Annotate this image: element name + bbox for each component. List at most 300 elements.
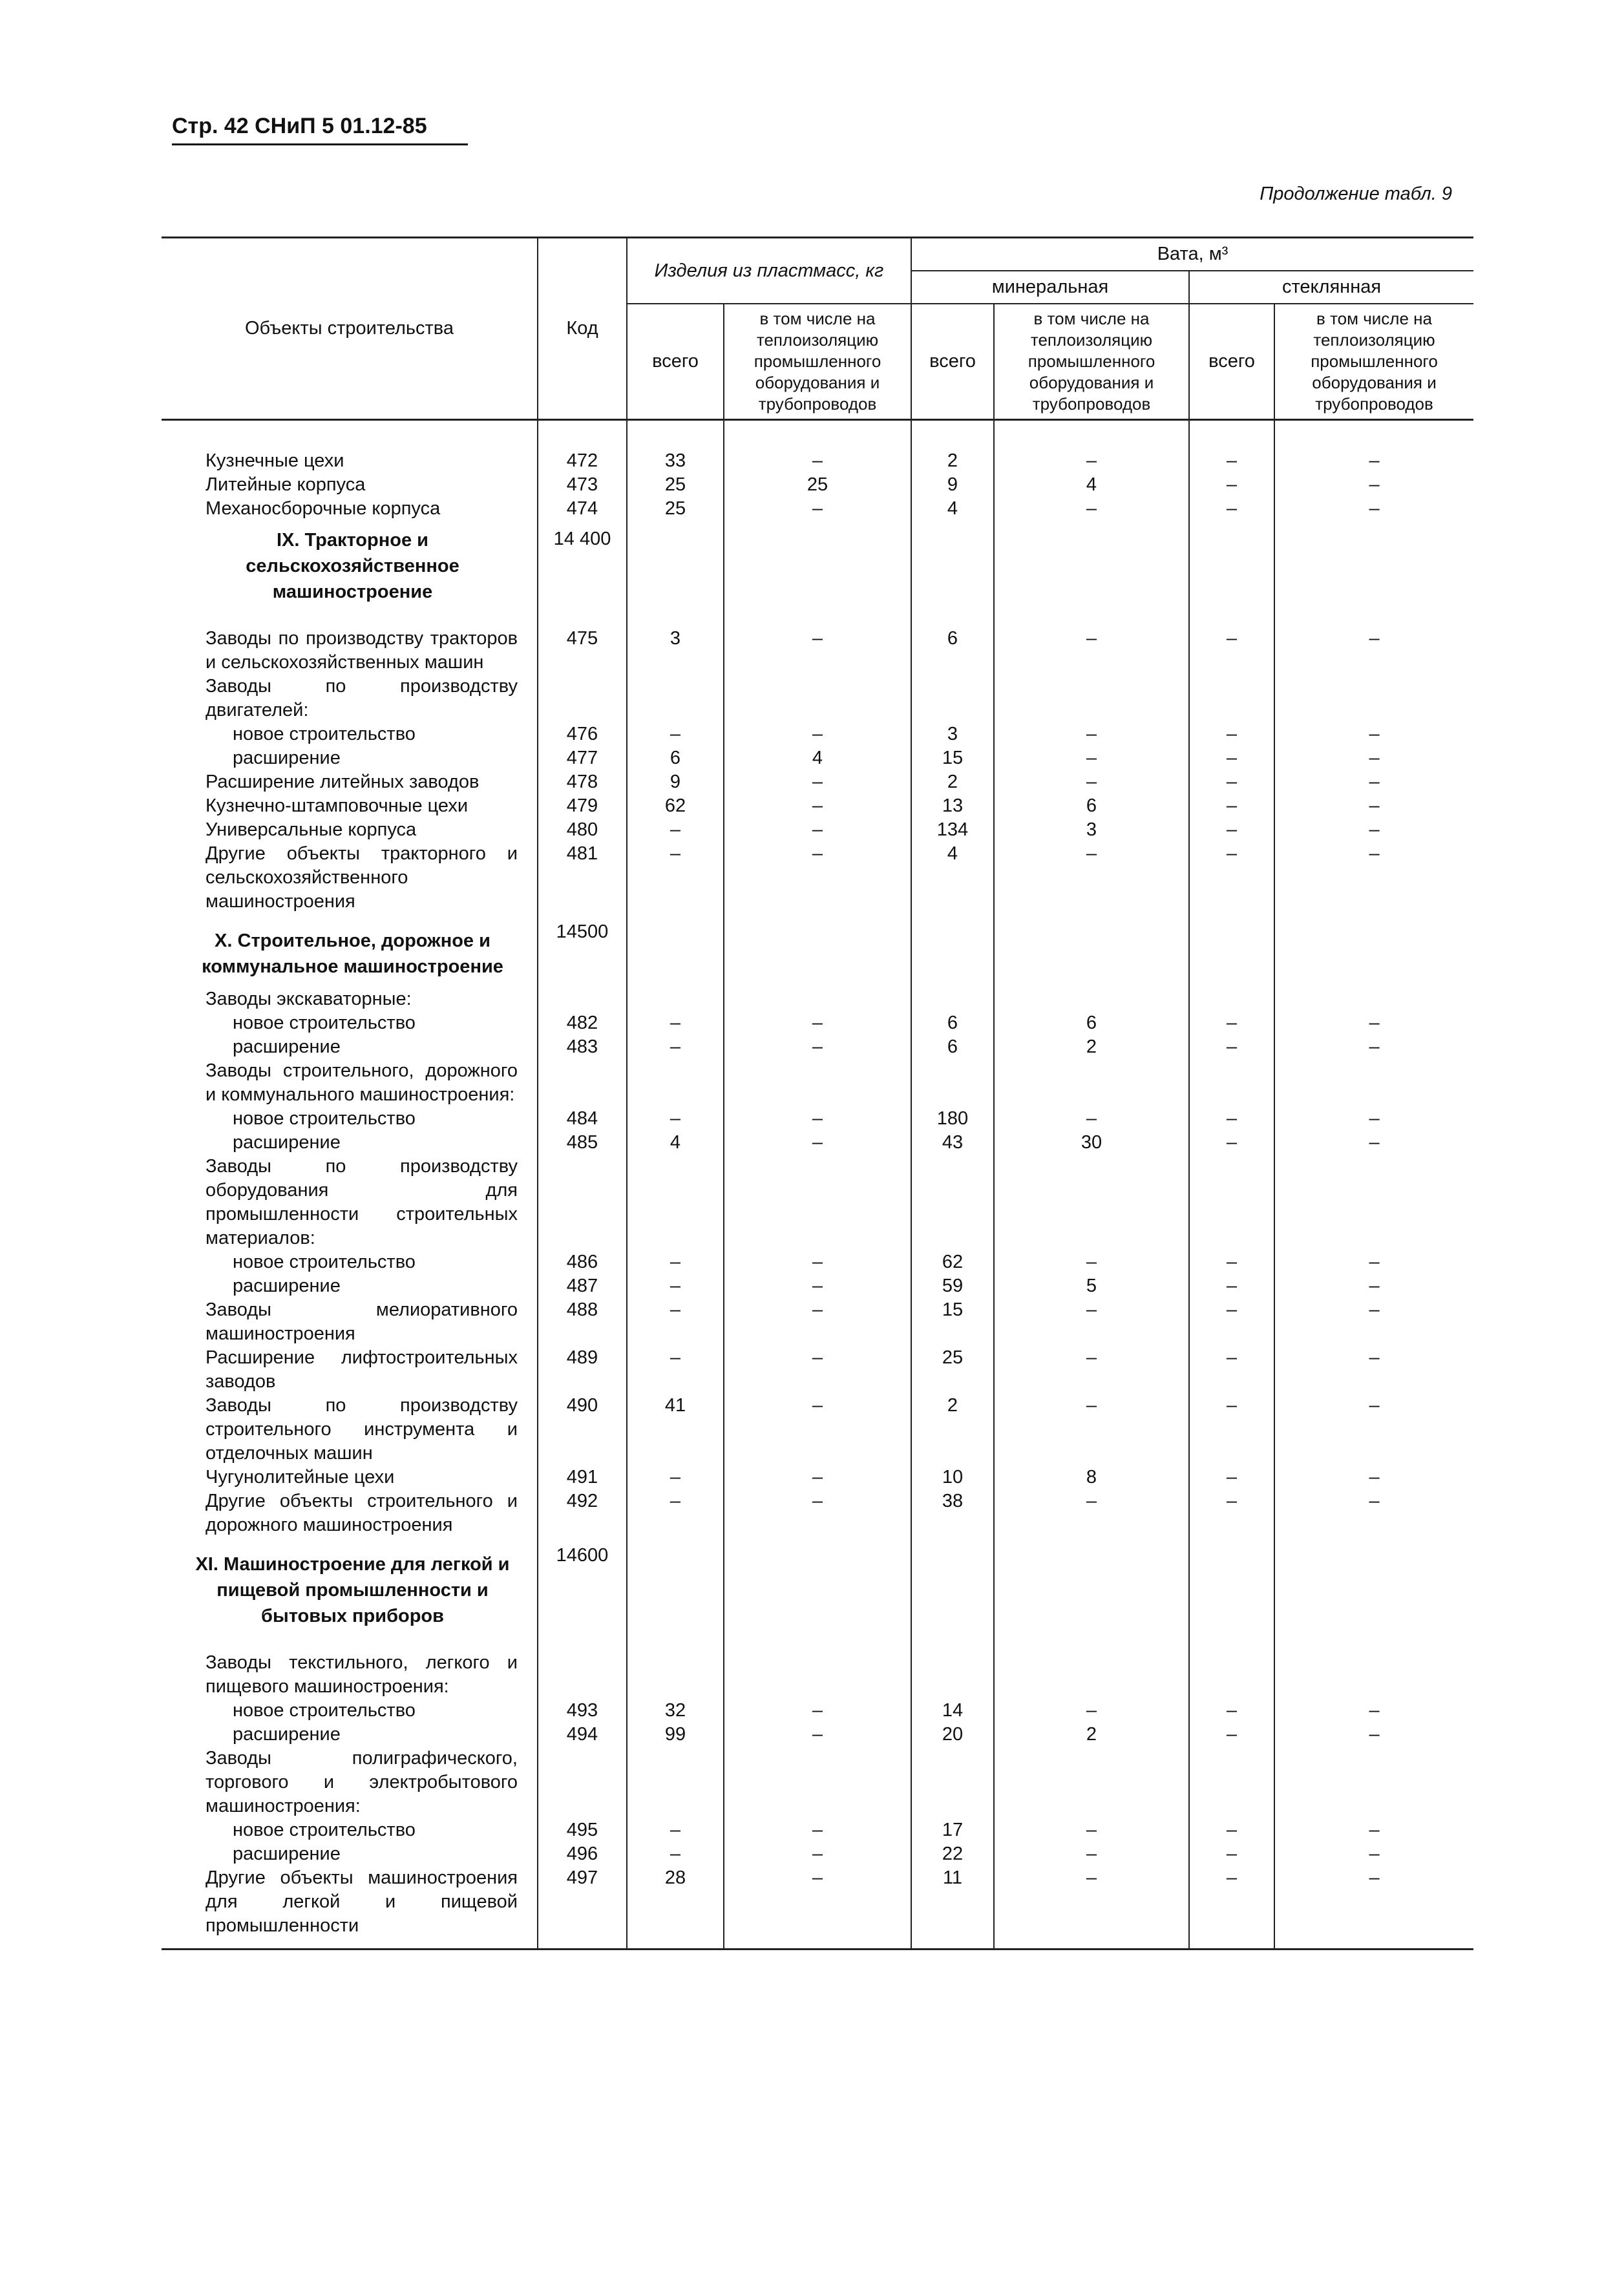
table-row [162, 1035, 1473, 1059]
object-name: Заводы по производству тракторов и сельскохозяйственных машин [206, 628, 518, 673]
cell-code: 493 [538, 1699, 627, 1723]
cell-glass-incl: – [1274, 1250, 1473, 1274]
cell-code: 479 [538, 794, 627, 818]
cell-plastics-incl: – [724, 1250, 911, 1274]
cell-code [538, 675, 627, 722]
cell-glass-incl: – [1274, 794, 1473, 818]
table-continuation-label: Продолжение табл. 9 [1260, 184, 1452, 204]
cell-mineral-incl: – [994, 1298, 1189, 1346]
cell-glass-total: – [1189, 1250, 1274, 1274]
cell-mineral-incl: – [994, 497, 1189, 521]
section-heading: XI. Машиностроение для легкой и пищевой промышленности и бытовых приборов [195, 1554, 510, 1626]
cell-glass-incl [1274, 1537, 1473, 1637]
cell-mineral-incl: 2 [994, 1035, 1189, 1059]
cell-plastics-incl: – [724, 497, 911, 521]
header-mineral: минеральная [911, 271, 1189, 304]
cell-plastics-incl: – [724, 1866, 911, 1950]
cell-mineral-total: 2 [911, 1394, 994, 1466]
cell-plastics-incl [724, 521, 911, 613]
cell-mineral-incl: – [994, 1250, 1189, 1274]
cell-plastics-total [627, 914, 724, 987]
cell-mineral-incl: – [994, 449, 1189, 473]
cell-plastics-incl: – [724, 1035, 911, 1059]
cell-plastics-total: 6 [627, 746, 724, 770]
object-name: расширение [233, 748, 341, 768]
cell-plastics-total: – [627, 1274, 724, 1298]
table-row [162, 1131, 1473, 1155]
object-name: новое строительство [233, 1820, 416, 1840]
cell-plastics-incl: – [724, 722, 911, 746]
cell-glass-total: – [1189, 842, 1274, 914]
running-head: Стр. 42 СНиП 5 01.12-85 [172, 114, 427, 138]
cell-glass-total: – [1189, 818, 1274, 842]
table-row [162, 770, 1473, 794]
table-row [162, 521, 1473, 613]
cell-glass-incl: – [1274, 1866, 1473, 1950]
table-body [162, 420, 1473, 1950]
cell-glass-incl [1274, 1637, 1473, 1699]
cell-mineral-total: 15 [911, 746, 994, 770]
table-row [162, 1866, 1473, 1950]
cell-plastics-incl: – [724, 1818, 911, 1842]
cell-glass-incl: – [1274, 1818, 1473, 1842]
cell-glass-total [1189, 1155, 1274, 1250]
cell-glass-incl: – [1274, 1298, 1473, 1346]
cell-glass-incl: – [1274, 746, 1473, 770]
header-glass-total: всего [1189, 304, 1274, 420]
cell-code: 496 [538, 1842, 627, 1866]
cell-glass-total: – [1189, 1394, 1274, 1466]
cell-mineral-incl [994, 1155, 1189, 1250]
cell-plastics-incl: – [724, 1346, 911, 1394]
cell-glass-incl [1274, 987, 1473, 1011]
cell-mineral-incl: – [994, 1842, 1189, 1866]
cell-code [538, 1155, 627, 1250]
cell-plastics-total: – [627, 722, 724, 746]
cell-plastics-total: – [627, 1011, 724, 1035]
cell-mineral-total [911, 521, 994, 613]
cell-plastics-incl: – [724, 1131, 911, 1155]
table-row [162, 1747, 1473, 1818]
header-objects: Объекты строительства [162, 238, 538, 420]
cell-code [538, 987, 627, 1011]
cell-plastics-total: 28 [627, 1866, 724, 1950]
cell-plastics-total: – [627, 1035, 724, 1059]
cell-plastics-incl: 25 [724, 473, 911, 497]
cell-code: 14 400 [538, 521, 627, 613]
cell-code: 492 [538, 1489, 627, 1537]
cell-glass-total: – [1189, 1818, 1274, 1842]
cell-mineral-total [911, 1155, 994, 1250]
cell-mineral-incl: 4 [994, 473, 1189, 497]
cell-code [538, 1059, 627, 1107]
cell-mineral-total: 25 [911, 1346, 994, 1394]
cell-mineral-incl: 2 [994, 1723, 1189, 1747]
cell-glass-incl: – [1274, 1107, 1473, 1131]
header-plastics-incl: в том числе на теплоизоляцию промышленного оборудования и трубопроводов [724, 304, 911, 420]
cell-mineral-total: 15 [911, 1298, 994, 1346]
cell-code: 484 [538, 1107, 627, 1131]
cell-glass-total: – [1189, 449, 1274, 473]
table-row [162, 1107, 1473, 1131]
table-row [162, 497, 1473, 521]
cell-code: 481 [538, 842, 627, 914]
cell-code: 491 [538, 1466, 627, 1489]
cell-glass-incl: – [1274, 1699, 1473, 1723]
cell-mineral-incl: 6 [994, 1011, 1189, 1035]
object-name: Заводы мелиоративного машиностроения [206, 1299, 518, 1344]
cell-code: 485 [538, 1131, 627, 1155]
cell-plastics-total: 25 [627, 473, 724, 497]
object-name: новое строительство [233, 724, 416, 744]
cell-plastics-total: – [627, 1842, 724, 1866]
cell-code [538, 1747, 627, 1818]
cell-mineral-incl [994, 521, 1189, 613]
object-name: новое строительство [233, 1252, 416, 1272]
section-heading: IX. Тракторное и сельскохозяйственное машиностроение [246, 530, 459, 602]
table-row [162, 1489, 1473, 1537]
cell-glass-incl [1274, 1155, 1473, 1250]
cell-plastics-total [627, 1155, 724, 1250]
cell-glass-total [1189, 1637, 1274, 1699]
cell-mineral-incl: – [994, 842, 1189, 914]
cell-mineral-total: 180 [911, 1107, 994, 1131]
cell-plastics-total [627, 1059, 724, 1107]
cell-glass-incl: – [1274, 770, 1473, 794]
cell-mineral-incl: – [994, 746, 1189, 770]
cell-glass-total: – [1189, 1298, 1274, 1346]
cell-plastics-total: – [627, 1818, 724, 1842]
cell-code: 14600 [538, 1537, 627, 1637]
cell-code: 489 [538, 1346, 627, 1394]
cell-mineral-incl [994, 987, 1189, 1011]
object-name: расширение [233, 1844, 341, 1864]
cell-glass-total: – [1189, 613, 1274, 675]
table-row [162, 914, 1473, 987]
cell-plastics-total: – [627, 842, 724, 914]
cell-plastics-total [627, 1637, 724, 1699]
object-name: расширение [233, 1724, 341, 1745]
cell-mineral-total: 11 [911, 1866, 994, 1950]
cell-mineral-incl: 8 [994, 1466, 1189, 1489]
cell-plastics-incl [724, 1059, 911, 1107]
cell-plastics-incl [724, 1537, 911, 1637]
cell-mineral-incl: 5 [994, 1274, 1189, 1298]
cell-mineral-total: 14 [911, 1699, 994, 1723]
cell-plastics-total: – [627, 1466, 724, 1489]
cell-mineral-total: 6 [911, 613, 994, 675]
object-name: расширение [233, 1036, 341, 1057]
cell-mineral-incl [994, 1059, 1189, 1107]
header-code: Код [538, 238, 627, 420]
cell-plastics-incl [724, 1155, 911, 1250]
cell-glass-incl: – [1274, 842, 1473, 914]
cell-plastics-total: – [627, 1489, 724, 1537]
table-row [162, 722, 1473, 746]
object-name: Универсальные корпуса [206, 819, 417, 840]
cell-glass-incl: – [1274, 1842, 1473, 1866]
cell-code: 488 [538, 1298, 627, 1346]
cell-mineral-incl: – [994, 1394, 1189, 1466]
table-row [162, 1346, 1473, 1394]
table-row [162, 1842, 1473, 1866]
table-row [162, 842, 1473, 914]
cell-glass-incl: – [1274, 722, 1473, 746]
cell-plastics-total: – [627, 1298, 724, 1346]
cell-plastics-incl: – [724, 1011, 911, 1035]
table-row [162, 675, 1473, 722]
cell-glass-total [1189, 1059, 1274, 1107]
cell-glass-total: – [1189, 497, 1274, 521]
cell-glass-total: – [1189, 1699, 1274, 1723]
cell-code: 497 [538, 1866, 627, 1950]
table-row [162, 449, 1473, 473]
table-row [162, 1155, 1473, 1250]
table-row [162, 473, 1473, 497]
cell-plastics-incl: – [724, 1723, 911, 1747]
table-row [162, 1818, 1473, 1842]
cell-plastics-total: 41 [627, 1394, 724, 1466]
cell-plastics-incl: – [724, 818, 911, 842]
cell-code: 475 [538, 613, 627, 675]
cell-glass-total: – [1189, 1842, 1274, 1866]
table-row [162, 1298, 1473, 1346]
header-glass: стеклянная [1189, 271, 1473, 304]
cell-plastics-total: 4 [627, 1131, 724, 1155]
cell-glass-total: – [1189, 1346, 1274, 1394]
cell-code: 486 [538, 1250, 627, 1274]
cell-plastics-incl: – [724, 613, 911, 675]
cell-mineral-total: 6 [911, 1035, 994, 1059]
cell-glass-incl: – [1274, 818, 1473, 842]
cell-mineral-incl: – [994, 1489, 1189, 1537]
cell-glass-total: – [1189, 770, 1274, 794]
table-row [162, 818, 1473, 842]
cell-plastics-total: – [627, 1107, 724, 1131]
cell-plastics-incl: – [724, 842, 911, 914]
cell-mineral-incl [994, 1537, 1189, 1637]
object-name: Заводы экскаваторные: [206, 989, 412, 1009]
cell-plastics-incl: – [724, 770, 911, 794]
section-heading: X. Строительное, дорожное и коммунальное машиностроение [202, 930, 503, 977]
cell-mineral-incl: – [994, 613, 1189, 675]
cell-glass-total [1189, 1537, 1274, 1637]
cell-mineral-incl: – [994, 1818, 1189, 1842]
cell-mineral-incl: – [994, 1699, 1189, 1723]
cell-glass-total: – [1189, 794, 1274, 818]
cell-code: 487 [538, 1274, 627, 1298]
cell-glass-incl [1274, 1747, 1473, 1818]
cell-glass-incl: – [1274, 497, 1473, 521]
cell-glass-total: – [1189, 1466, 1274, 1489]
cell-plastics-incl: 4 [724, 746, 911, 770]
cell-plastics-total [627, 1747, 724, 1818]
cell-plastics-total: 99 [627, 1723, 724, 1747]
cell-mineral-total: 38 [911, 1489, 994, 1537]
cell-mineral-total: 4 [911, 842, 994, 914]
cell-mineral-total [911, 1637, 994, 1699]
cell-glass-incl: – [1274, 1394, 1473, 1466]
running-head-rule [172, 143, 468, 145]
cell-code: 478 [538, 770, 627, 794]
cell-glass-total: – [1189, 746, 1274, 770]
cell-plastics-incl: – [724, 1107, 911, 1131]
cell-mineral-total [911, 1537, 994, 1637]
cell-mineral-incl: 3 [994, 818, 1189, 842]
table-row [162, 1723, 1473, 1747]
cell-plastics-total [627, 521, 724, 613]
cell-glass-incl: – [1274, 473, 1473, 497]
table-row [162, 794, 1473, 818]
cell-mineral-incl: – [994, 722, 1189, 746]
table-row [162, 1637, 1473, 1699]
table-row [162, 1059, 1473, 1107]
cell-mineral-incl: – [994, 1107, 1189, 1131]
cell-mineral-incl [994, 1637, 1189, 1699]
object-name: Заводы по производству оборудования для промышленности строительных материалов: [206, 1156, 518, 1248]
header-wool: Вата, м³ [911, 238, 1473, 271]
cell-glass-incl: – [1274, 1489, 1473, 1537]
cell-code [538, 1637, 627, 1699]
cell-mineral-total [911, 675, 994, 722]
cell-mineral-total: 6 [911, 1011, 994, 1035]
data-table [162, 237, 1473, 1950]
cell-plastics-incl: – [724, 794, 911, 818]
cell-plastics-total: – [627, 1346, 724, 1394]
cell-mineral-total: 10 [911, 1466, 994, 1489]
cell-plastics-total: 62 [627, 794, 724, 818]
cell-plastics-incl: – [724, 1489, 911, 1537]
cell-glass-total [1189, 914, 1274, 987]
object-name: Механосборочные корпуса [206, 498, 441, 519]
object-name: новое строительство [233, 1108, 416, 1129]
object-name: расширение [233, 1276, 341, 1296]
object-name: расширение [233, 1132, 341, 1153]
object-name: Расширение литейных заводов [206, 772, 480, 792]
cell-glass-incl: – [1274, 1466, 1473, 1489]
cell-code: 472 [538, 449, 627, 473]
cell-glass-incl: – [1274, 1274, 1473, 1298]
cell-mineral-total: 134 [911, 818, 994, 842]
cell-code: 14500 [538, 914, 627, 987]
cell-glass-incl: – [1274, 1723, 1473, 1747]
header-mineral-total: всего [911, 304, 994, 420]
table-row [162, 746, 1473, 770]
cell-code: 474 [538, 497, 627, 521]
header-plastics-total: всего [627, 304, 724, 420]
cell-plastics-total [627, 1537, 724, 1637]
cell-plastics-total [627, 987, 724, 1011]
cell-mineral-total [911, 1747, 994, 1818]
object-name: Чугунолитейные цехи [206, 1467, 395, 1487]
table-row [162, 1250, 1473, 1274]
object-name: Кузнечные цехи [206, 450, 344, 471]
cell-glass-incl: – [1274, 1035, 1473, 1059]
header-mineral-incl: в том числе на теплоизоляцию промышленного оборудования и трубопроводов [994, 304, 1189, 420]
cell-plastics-incl: – [724, 1466, 911, 1489]
cell-code: 490 [538, 1394, 627, 1466]
cell-glass-total: – [1189, 1274, 1274, 1298]
cell-glass-incl [1274, 521, 1473, 613]
table-row [162, 613, 1473, 675]
cell-glass-total [1189, 521, 1274, 613]
cell-mineral-total: 13 [911, 794, 994, 818]
cell-mineral-incl [994, 1747, 1189, 1818]
cell-glass-total: – [1189, 1011, 1274, 1035]
cell-plastics-total: 32 [627, 1699, 724, 1723]
cell-mineral-incl: – [994, 1866, 1189, 1950]
cell-plastics-incl: – [724, 1842, 911, 1866]
cell-mineral-total: 2 [911, 770, 994, 794]
cell-mineral-total: 4 [911, 497, 994, 521]
cell-glass-total [1189, 1747, 1274, 1818]
cell-glass-total: – [1189, 1131, 1274, 1155]
cell-glass-incl [1274, 1059, 1473, 1107]
cell-mineral-total: 59 [911, 1274, 994, 1298]
cell-plastics-total: 3 [627, 613, 724, 675]
header-plastics: Изделия из пластмасс, кг [627, 238, 911, 304]
cell-plastics-incl: – [724, 1298, 911, 1346]
cell-glass-total: – [1189, 1489, 1274, 1537]
cell-plastics-incl [724, 675, 911, 722]
object-name: новое строительство [233, 1013, 416, 1033]
object-name: новое строительство [233, 1700, 416, 1721]
object-name: Другие объекты тракторного и сельскохозяйственного машиностроения [206, 843, 518, 912]
cell-glass-total: – [1189, 722, 1274, 746]
cell-glass-total: – [1189, 1723, 1274, 1747]
cell-code: 476 [538, 722, 627, 746]
table-row [162, 1274, 1473, 1298]
object-name: Расширение лифтостроительных заводов [206, 1347, 518, 1392]
object-name: Заводы по производству строительного инструмента и отделочных машин [206, 1395, 518, 1464]
table-row [162, 1011, 1473, 1035]
cell-plastics-incl: – [724, 1274, 911, 1298]
cell-glass-total: – [1189, 473, 1274, 497]
object-name: Заводы полиграфического, торгового и электробытового машиностроения: [206, 1748, 518, 1816]
object-name: Другие объекты машиностроения для легкой и пищевой промышленности [162, 1866, 538, 1950]
cell-glass-total: – [1189, 1107, 1274, 1131]
cell-glass-incl: – [1274, 613, 1473, 675]
cell-mineral-total [911, 914, 994, 987]
cell-glass-incl: – [1274, 449, 1473, 473]
cell-glass-incl: – [1274, 1011, 1473, 1035]
cell-plastics-total: 25 [627, 497, 724, 521]
cell-mineral-total: 9 [911, 473, 994, 497]
object-name: Заводы строительного, дорожного и коммунального машиностроения: [206, 1060, 518, 1105]
cell-plastics-incl: – [724, 1394, 911, 1466]
cell-glass-incl [1274, 675, 1473, 722]
cell-mineral-incl: 30 [994, 1131, 1189, 1155]
cell-plastics-incl [724, 987, 911, 1011]
cell-code: 495 [538, 1818, 627, 1842]
cell-mineral-incl: – [994, 1346, 1189, 1394]
table-row [162, 1466, 1473, 1489]
cell-code: 473 [538, 473, 627, 497]
cell-plastics-total [627, 675, 724, 722]
cell-glass-total: – [1189, 1035, 1274, 1059]
object-name: Литейные корпуса [206, 474, 366, 495]
table-row [162, 1537, 1473, 1637]
cell-mineral-total [911, 987, 994, 1011]
header-glass-incl: в том числе на теплоизоляцию промышленного оборудования и трубопроводов [1274, 304, 1473, 420]
cell-glass-incl [1274, 914, 1473, 987]
object-name: Заводы по производству двигателей: [206, 676, 518, 720]
cell-mineral-incl: – [994, 770, 1189, 794]
cell-mineral-incl: 6 [994, 794, 1189, 818]
cell-code: 482 [538, 1011, 627, 1035]
cell-mineral-total: 20 [911, 1723, 994, 1747]
cell-glass-total [1189, 987, 1274, 1011]
